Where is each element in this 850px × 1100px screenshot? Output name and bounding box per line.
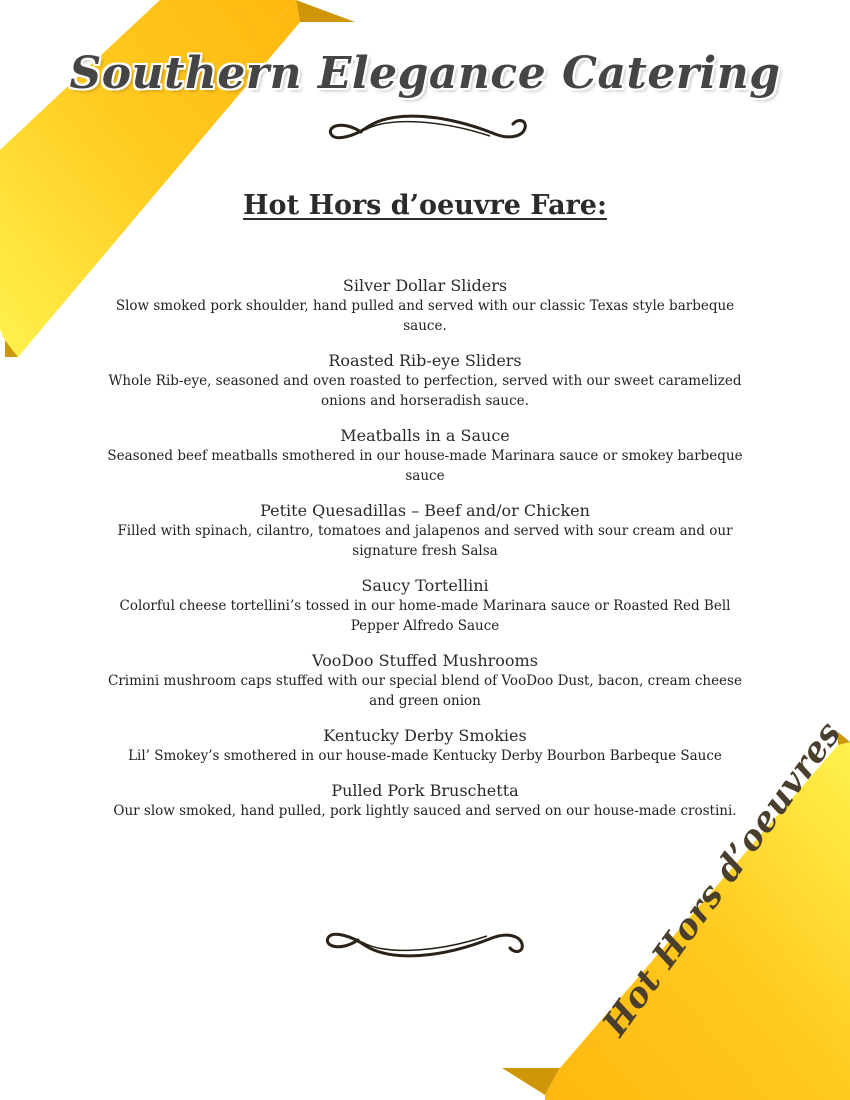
menu-item-name: Meatballs in a Sauce: [340, 426, 510, 445]
menu-item-description: Slow smoked pork shoulder, hand pulled and served with our classic Texas style barbeque sauce.: [115, 298, 735, 334]
menu-item: [95, 575, 755, 636]
menu-item-description: Seasoned beef meatballs smothered in our house-made Marinara sauce or smokey barbeque sauce: [107, 448, 743, 484]
menu-item: [95, 725, 755, 766]
menu-list: [95, 275, 755, 835]
corner-banner-text: Hot Hors d’oeuvres: [595, 714, 850, 1044]
menu-item: [95, 780, 755, 821]
menu-item-description: Colorful cheese tortellini’s tossed in our home-made Marinara sauce or Roasted Red Bell Pepper Alfredo Sauce: [119, 598, 731, 634]
menu-item-name: Petite Quesadillas – Beef and/or Chicken: [260, 501, 590, 520]
menu-item: [95, 500, 755, 561]
section-title: Hot Hors d’oeuvre Fare:: [243, 190, 607, 221]
menu-item-description: Our slow smoked, hand pulled, pork lightly sauced and served on our house-made crostini.: [113, 803, 737, 819]
bottom-swirl-icon: [322, 924, 527, 960]
menu-item-description: Lil’ Smokey’s smothered in our house-made Kentucky Derby Bourbon Barbeque Sauce: [128, 748, 722, 764]
menu-item-description: Whole Rib-eye, seasoned and oven roasted to perfection, served with our sweet caramelized onions and horseradish sauce.: [108, 373, 742, 409]
brand-title: Southern Elegance Catering: [69, 48, 781, 99]
menu-item-description: Filled with spinach, cilantro, tomatoes and jalapenos and served with sour cream and our signature fresh Salsa: [117, 523, 733, 559]
menu-item-name: Silver Dollar Sliders: [342, 276, 508, 295]
menu-item-name: VooDoo Stuffed Mushrooms: [312, 651, 538, 670]
menu-item-name: Roasted Rib-eye Sliders: [328, 351, 522, 370]
menu-item: [95, 425, 755, 486]
menu-item-name: Saucy Tortellini: [361, 576, 489, 595]
menu-item: [95, 275, 755, 336]
top-swirl-icon: [325, 112, 530, 148]
menu-item-name: Pulled Pork Bruschetta: [331, 781, 519, 800]
menu-item: [95, 350, 755, 411]
menu-item: [95, 650, 755, 711]
menu-item-description: Crimini mushroom caps stuffed with our special blend of VooDoo Dust, bacon, cream cheese and green onion: [108, 673, 742, 709]
menu-item-name: Kentucky Derby Smokies: [323, 726, 527, 745]
